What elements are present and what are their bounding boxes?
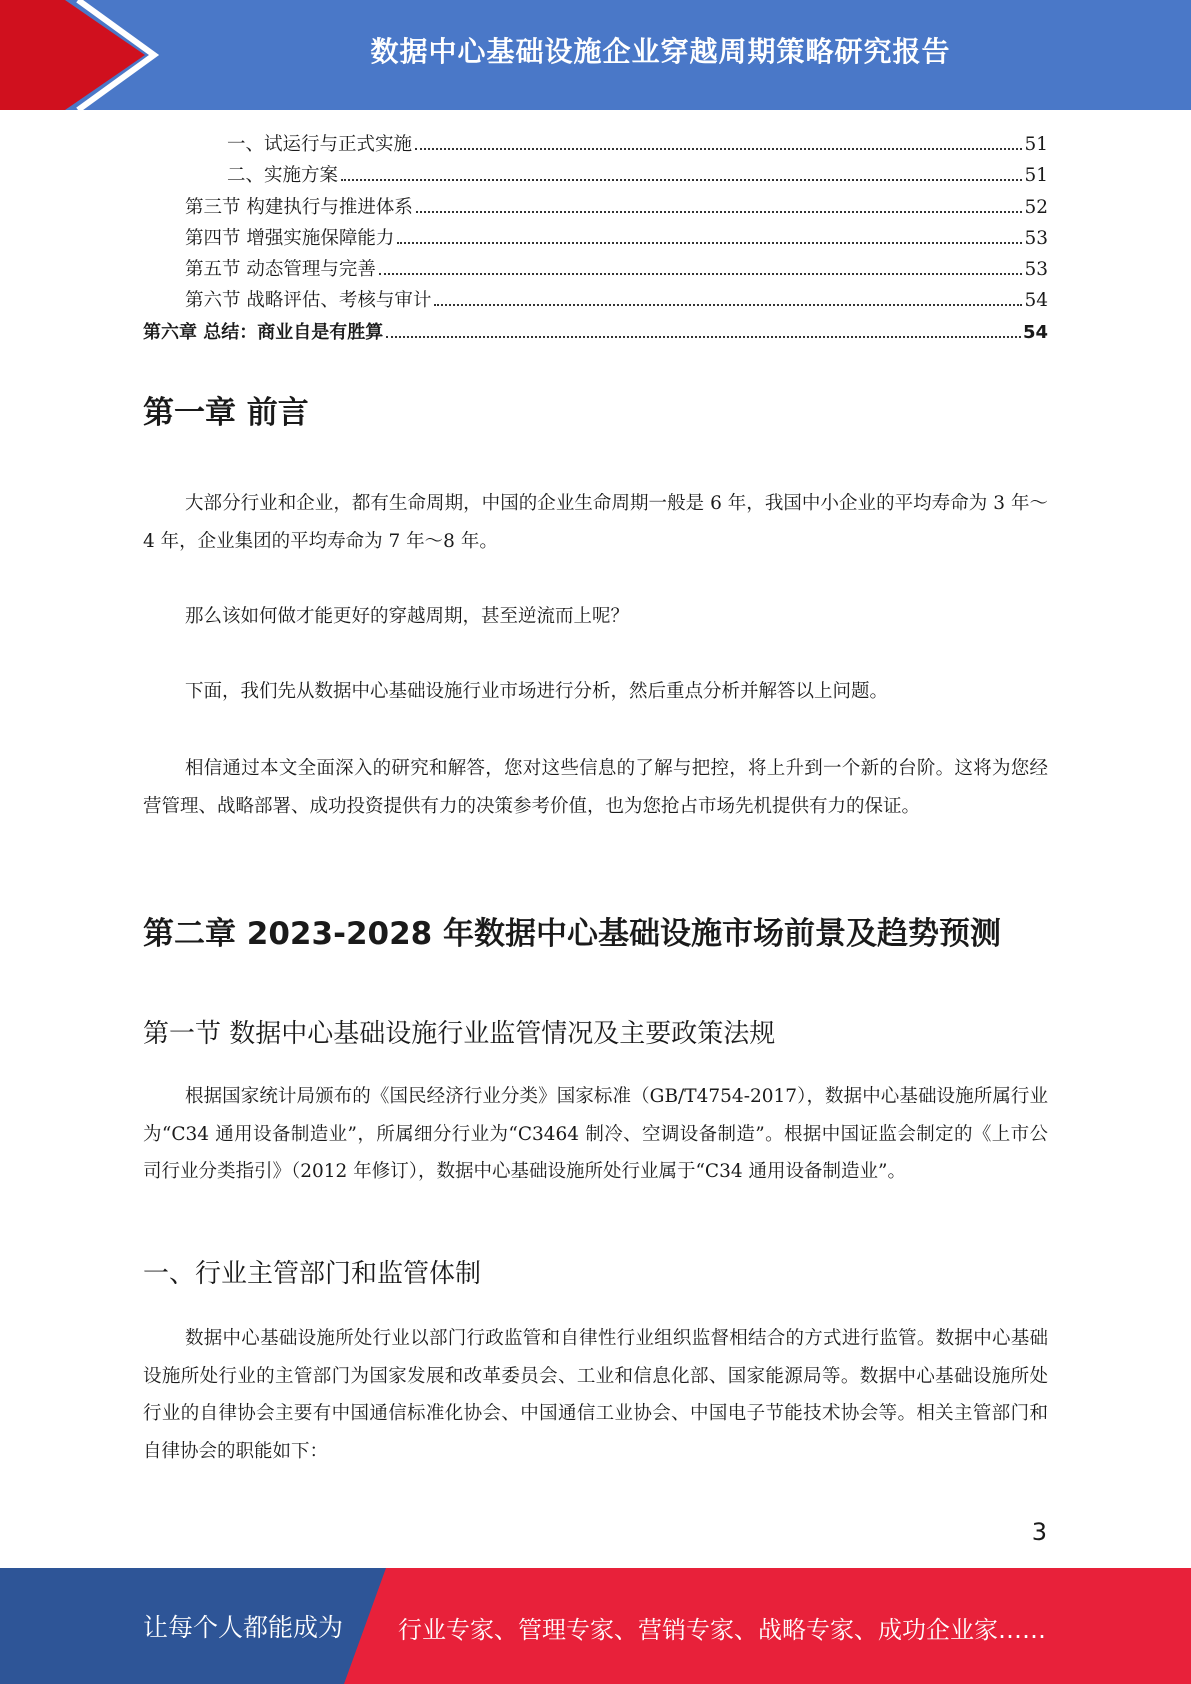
page-number: 3 (1031, 1518, 1047, 1546)
toc-entry-page: 53 (1024, 227, 1048, 249)
toc-entry-page: 53 (1024, 259, 1048, 281)
chapter-2-heading: 第二章 2023-2028 年数据中心基础设施市场前景及趋势预测 (143, 916, 1002, 952)
toc-entry-page: 51 (1024, 165, 1048, 187)
page-header (0, 0, 1191, 110)
page-footer (0, 1568, 1191, 1684)
section-heading: 第一节 数据中心基础设施行业监管情况及主要政策法规 (143, 1019, 776, 1049)
toc-leader-dots (386, 336, 1021, 338)
body-paragraph: 数据中心基础设施所处行业以部门行政监管和自律性行业组织监督相结合的方式进行监管。数据中心基础设施所处行业的主管部门为国家发展和改革委员会、工业和信息化部、国家能源局等。数据中心基础设施所处行业的自律协会主要有中国通信标准化协会、中国通信工业协会、中国电子节能技术协会等。相关主管部门和自律协会的职能如下： (143, 1328, 1048, 1462)
toc-entry[interactable] (143, 286, 1048, 317)
body-paragraph: 大部分行业和企业，都有生命周期，中国的企业生命周期一般是 6 年，我国中小企业的平均寿命为 3 年～4 年，企业集团的平均寿命为 7 年～8 年。 (143, 493, 1048, 552)
toc-leader-dots (416, 211, 1023, 213)
body-paragraph: 那么该如何做才能更好的穿越周期，甚至逆流而上呢？ (185, 606, 630, 627)
footer-slogan-left: 让每个人都能成为 (143, 1613, 344, 1642)
body-paragraph: 根据国家统计局颁布的《国民经济行业分类》国家标准（GB/T4754-2017），数据中心基础设施所属行业为“C34 通用设备制造业”，所属细分行业为“C3464 制冷、空调设备制造”。根据中国证监会制定的《上市公司行业分类指引》（2012 年修订），数据中心基础设施所处行业属于“C34 通用设备制造业”。 (143, 1086, 1048, 1182)
toc-entry-title: 第六章 总结：商业自是有胜算 (143, 321, 384, 343)
chapter-1-heading: 第一章 前言 (143, 395, 309, 431)
toc-entry-page: 52 (1024, 196, 1048, 218)
toc-entry[interactable] (143, 161, 1048, 192)
toc-entry-page: 54 (1024, 290, 1048, 312)
toc-entry[interactable] (143, 318, 1048, 349)
toc-entry-title: 第六节 战略评估、考核与审计 (185, 290, 432, 312)
table-of-contents (143, 130, 1048, 349)
toc-leader-dots (379, 273, 1023, 275)
toc-leader-dots (415, 148, 1022, 150)
toc-entry[interactable] (143, 255, 1048, 286)
toc-entry-page: 54 (1022, 321, 1048, 343)
toc-entry[interactable] (143, 130, 1048, 161)
body-paragraph: 相信通过本文全面深入的研究和解答，您对这些信息的了解与把控，将上升到一个新的台阶。这将为您经营管理、战略部署、成功投资提供有力的决策参考价值，也为您抢占市场先机提供有力的保证。 (143, 758, 1048, 817)
toc-leader-dots (341, 179, 1022, 181)
toc-leader-dots (397, 242, 1022, 244)
subsection-heading: 一、行业主管部门和监管体制 (143, 1259, 482, 1289)
toc-entry-title: 一、试运行与正式实施 (227, 134, 413, 155)
toc-entry-title: 第五节 动态管理与完善 (185, 259, 376, 281)
toc-entry-page: 51 (1024, 134, 1048, 155)
toc-entry-title: 二、实施方案 (227, 165, 339, 187)
toc-leader-dots (434, 304, 1022, 306)
body-paragraph: 下面，我们先从数据中心基础设施行业市场进行分析，然后重点分析并解答以上问题。 (185, 681, 889, 702)
toc-entry[interactable] (143, 224, 1048, 255)
toc-entry-title: 第三节 构建执行与推进体系 (185, 196, 413, 218)
report-title: 数据中心基础设施企业穿越周期策略研究报告 (370, 35, 951, 68)
toc-entry-title: 第四节 增强实施保障能力 (185, 227, 395, 249)
footer-slogan-right: 行业专家、管理专家、营销专家、战略专家、成功企业家…… (398, 1616, 1046, 1644)
toc-entry[interactable] (143, 193, 1048, 224)
